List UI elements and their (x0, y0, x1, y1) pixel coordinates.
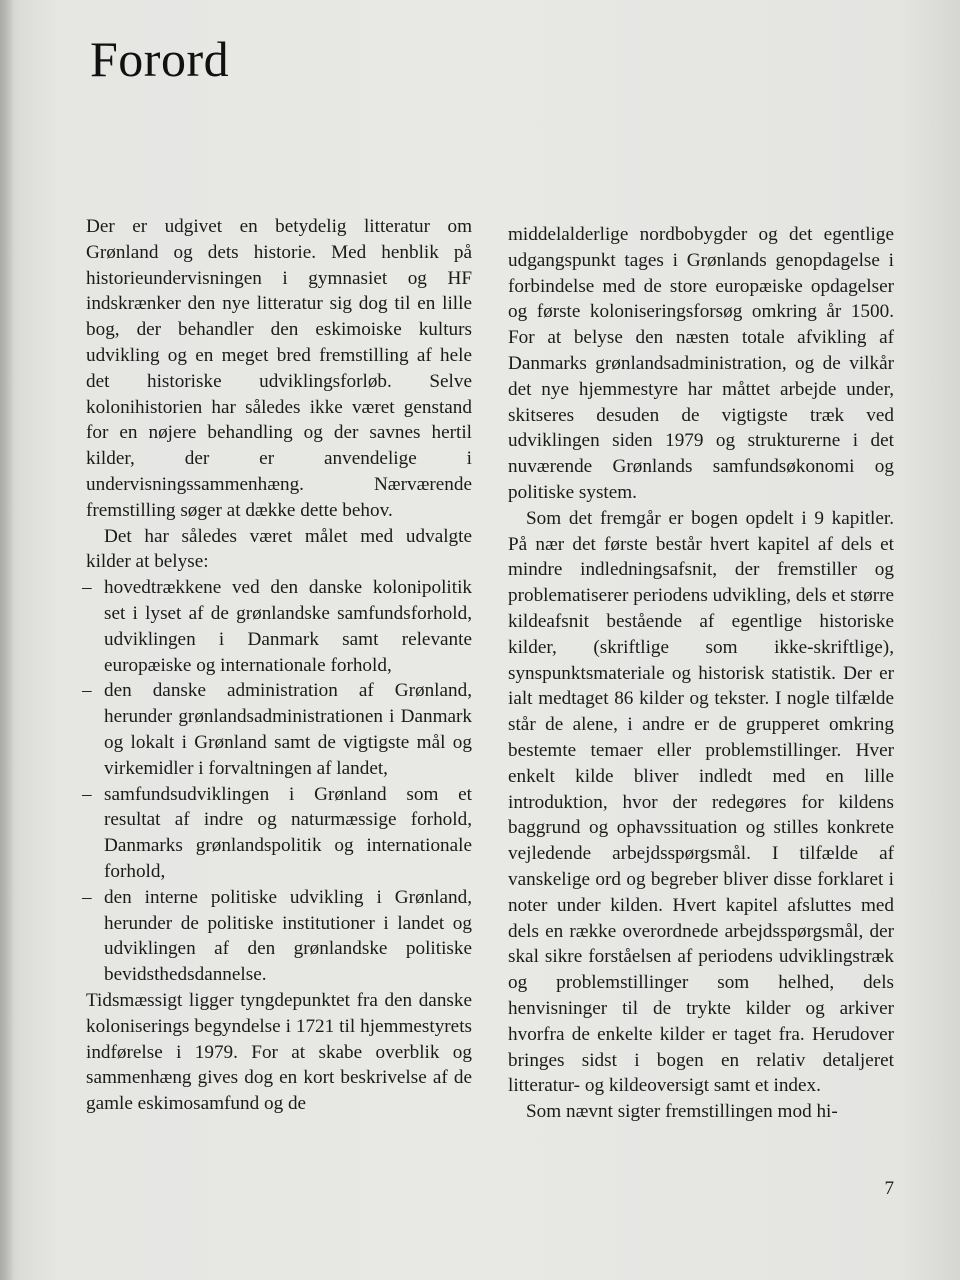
page-number: 7 (884, 1178, 894, 1199)
paragraph-structure: Som det fremgår er bogen opdelt i 9 kapitler. På nær det første består hvert kapitel af dels et mindre indledningsafsnit, der fremstiller og problematiserer periodens udvikling, dels et større kildeafsnit bestående af egentlige historiske kilder, (skriftlige som ikke-skriftlige), synspunktsmateriale og historisk statistik. Der er ialt medtaget 86 kilder og tekster. I nogle tilfælde står de alene, i andre er de grupperet omkring bestemte temaer eller problemstillinger. Hver enkelt kilde bliver indledt med en lille introduktion, hvor der redegøres for kildens baggrund og ophavssituation og stilles konkrete vejledende arbejdsspørgsmål. I tilfælde af vanskelige ord og begreber bliver disse forklaret i noter under kilden. Hvert kapitel afsluttes med dels en række overordnede arbejdsspørgsmål, der skal sikre forståelsen af periodens udviklingstræk og problemstillinger som helhed, dels henvisninger til de trykte kilder og arkiver hvorfra de enkelte kilder er taget fra. Herudover bringes sidst i bogen en relativ detaljeret litteratur- og kildeoversigt samt et index. (508, 507, 894, 1097)
list-item: – samfundsudviklingen i Grønland som et resultat af indre og naturmæssige forhold, Danmarks grønlandspolitik og internationale forhold, (86, 782, 472, 885)
right-column (508, 222, 894, 1125)
paragraph-timeframe: Tidsmæssigt ligger tyngdepunktet fra den danske koloniserings begyndelse i 1721 til hjemmestyrets indførelse i 1979. For at skabe overblik og sammenhæng gives dog en kort beskrivelse af de gamle eskimosamfund og de (86, 989, 472, 1115)
paragraph-continuation: middelalderlige nordbobygder og det egentlige udgangspunkt tages i Grønlands genopdagelse i forbindelse med de store europæiske opdagelser og første koloniseringsforsøg omkring år 1500. For at belyse den næsten totale afvikling af Danmarks grønlandsadministration, og de vilkår det nye hjemmestyre har måttet arbejde under, skitseres desuden de vigtigste træk ved udviklingen siden 1979 og strukturerne i det nuværende Grønlands samfundsøkonomi og politiske system. (508, 224, 894, 503)
page-gutter-shadow (0, 0, 14, 1280)
paragraph-goals: Det har således været målet med udvalgte kilder at belyse: (86, 525, 472, 573)
list-item: – den danske administration af Grønland, herunder grønlandsadministrationen i Danmark og lokalt i Grønland samt de vigtigste mål og virkemidler i forvaltningen af landet, (86, 678, 472, 781)
list-item: – den interne politiske udvikling i Grønland, herunder de politiske institutioner i landet og udviklingen af den grønlandske politiske bevidsthedsdannelse. (86, 885, 472, 988)
paragraph-intro: Der er udgivet en betydelig litteratur om Grønland og dets historie. Med henblik på historieundervisningen i gymnasiet og HF indskrænker den nye litteratur sig dog til en lille bog, der behandler den eskimoiske kulturs udvikling og en meget bred fremstilling af hele det historiske udviklingsforløb. Selve kolonihistorien har således ikke været genstand for en nøjere behandling og der savnes hertil kilder, der er anvendelige i undervisningssammenhæng. Nærværende fremstilling søger at dække dette behov. (86, 216, 472, 521)
list-item: – hovedtrækkene ved den danske kolonipolitik set i lyset af de grønlandske samfundsforhold, udviklingen i Danmark samt relevante europæiske og internationale forhold, (86, 575, 472, 678)
paragraph-closing: Som nævnt sigter fremstillingen mod hi- (526, 1101, 838, 1123)
page-title: Forord (90, 31, 230, 87)
left-column (86, 214, 472, 1117)
goals-list (86, 575, 472, 988)
